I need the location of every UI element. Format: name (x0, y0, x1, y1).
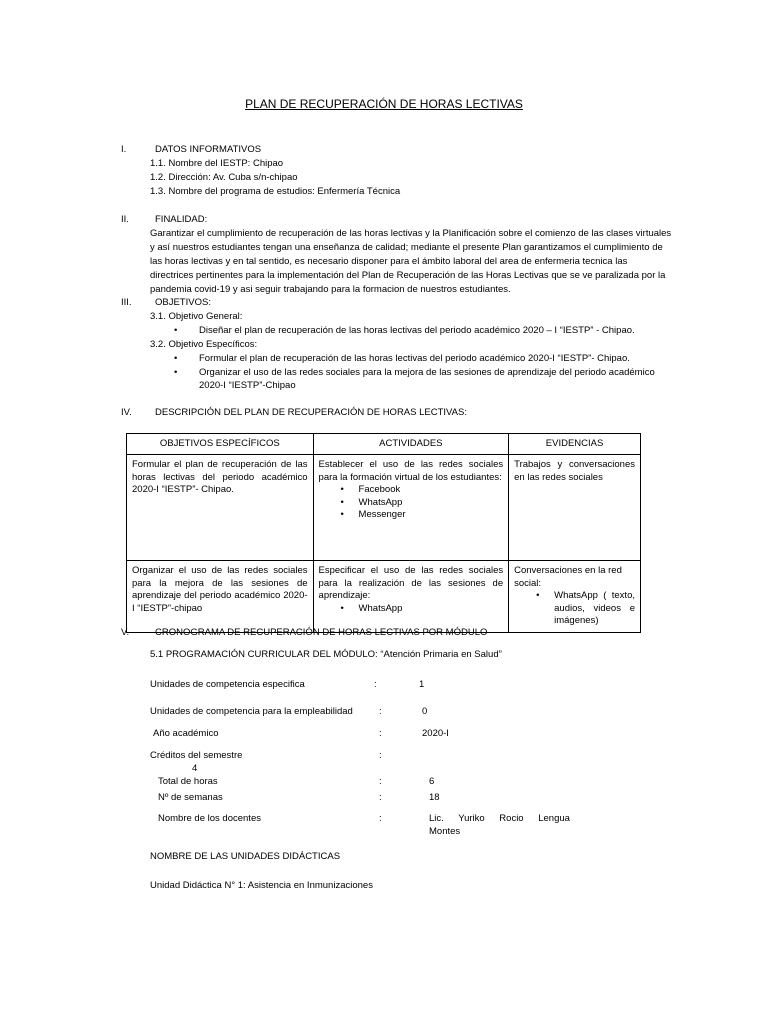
specific-objective-1: Formular el plan de recuperación de las horas lectivas del periodo académico 2020-I “IESTP”- Chipao. (199, 353, 630, 364)
specific-objective-2: Organizar el uso de las redes sociales para la mejora de las sesiones de aprendizaje del periodo académico (199, 367, 655, 378)
field-value: 6 (429, 776, 435, 787)
field-value: 1 (419, 679, 425, 690)
field-colon: : (379, 776, 382, 787)
row2-evidence-cell (509, 561, 641, 633)
section-5-number: V. (121, 627, 130, 638)
table-row (127, 561, 641, 633)
objectives-table (126, 433, 641, 633)
list-item: • Messenger (359, 509, 504, 522)
section-2-number: II. (121, 214, 129, 225)
row1-evidence: Trabajos y conversaciones en las redes sociales (509, 455, 641, 561)
bullet-icon: • (174, 325, 178, 336)
row2-activity: Especificar el uso de las redes sociales para la realización de las sesiones de aprendizaje: (318, 565, 504, 601)
field-label: Año académico (153, 728, 219, 739)
field-value: Lic. Yuriko Rocio Lengua (429, 813, 570, 824)
purpose-line-2: y así nuestros estudiantes tengan una enseñanza de calidad; mediante el presente Plan garantizamos el cumplimiento de (150, 242, 663, 253)
specific-objective-2-cont: 2020-I “IESTP”-Chipao (199, 380, 296, 391)
field-value: 4 (192, 763, 198, 774)
field-label: Nombre de los docentes (158, 813, 261, 824)
purpose-line-1: Garantizar el cumplimiento de recuperación de las horas lectivas y la Planificación sobre el comienzo de las clases virtuales (150, 228, 672, 239)
table-header-cell (127, 434, 314, 455)
document-title: PLAN DE RECUPERACIÓN DE HORAS LECTIVAS (245, 97, 523, 111)
info-item-3: 1.3. Nombre del programa de estudios: Enfermería Técnica (150, 186, 401, 197)
row2-activity-list (319, 603, 504, 616)
field-colon: : (379, 750, 382, 761)
row1-activity: Establecer el uso de las redes sociales para la formación virtual de los estudiantes: (318, 459, 504, 483)
field-label: Unidades de competencia especifica (150, 679, 305, 690)
table-header-cell (509, 434, 641, 455)
list-item: • WhatsApp (359, 497, 504, 510)
field-label: Total de horas (158, 776, 218, 787)
header-activities: ACTIVIDADES (379, 437, 443, 449)
field-colon: : (379, 728, 382, 739)
unit-1: Unidad Didáctica N° 1: Asistencia en Inmunizaciones (150, 880, 373, 891)
table-row (127, 455, 641, 561)
module-heading: 5.1 PROGRAMACIÓN CURRICULAR DEL MÓDULO: “Atención Primaria en Salud” (150, 649, 502, 660)
row2-activity-cell (313, 561, 509, 633)
field-colon: : (379, 706, 382, 717)
row2-evidence-list (514, 590, 635, 628)
field-colon: : (374, 679, 377, 690)
bullet-icon: • (174, 367, 178, 378)
purpose-line-3: las horas lectivas y en tal sentido, es necesario disponer para el ámbito laboral del area de enfermeria tecnica las (150, 256, 628, 267)
section-2-heading: FINALIDAD: (155, 214, 208, 225)
purpose-line-5: pandemia covid-19 y asi seguir trabajando para la formacion de nuestros estudiantes. (150, 284, 511, 295)
table-header-cell (313, 434, 509, 455)
field-label: Nº de semanas (158, 792, 223, 803)
purpose-line-4: directrices pertinentes para la implementación del Plan de Recuperación de las Horas Lectivas que se ve paralizada por la (150, 270, 666, 281)
header-evidence: EVIDENCIAS (545, 437, 604, 449)
info-item-1: 1.1. Nombre del IESTP: Chipao (150, 158, 284, 169)
general-objective-label: 3.1. Objetivo General: (150, 311, 243, 322)
table-header-row (127, 434, 641, 455)
section-1-heading: DATOS INFORMATIVOS (155, 144, 262, 155)
field-colon: : (379, 792, 382, 803)
row2-evidence: Conversaciones en la red social: (514, 565, 622, 589)
info-item-2: 1.2. Dirección: Av. Cuba s/n-chipao (150, 172, 298, 183)
row2-objective: Organizar el uso de las redes sociales para la mejora de las sesiones de aprendizaje del periodo académico 2020-I “IESTP”-chipao (127, 561, 314, 633)
field-label: Créditos del semestre (150, 750, 243, 761)
specific-objectives-label: 3.2. Objetivo Específicos: (150, 339, 258, 350)
list-item: • WhatsApp ( texto, audios, videos e imágenes) (554, 590, 635, 628)
section-3-number: III. (121, 297, 132, 308)
field-label: Unidades de competencia para la empleabilidad (150, 706, 353, 717)
field-value: 2020-I (422, 728, 449, 739)
field-value-cont: Montes (429, 826, 461, 837)
bullet-icon: • (174, 353, 178, 364)
field-colon: : (379, 813, 382, 824)
section-4-heading: DESCRIPCIÓN DEL PLAN DE RECUPERACIÓN DE HORAS LECTIVAS: (155, 407, 467, 418)
header-objectives: OBJETIVOS ESPECÍFICOS (159, 437, 280, 449)
section-3-heading: OBJETIVOS: (155, 297, 211, 308)
field-value: 0 (422, 706, 428, 717)
field-value: 18 (429, 792, 440, 803)
section-4-number: IV. (121, 407, 132, 418)
units-heading: NOMBRE DE LAS UNIDADES DIDÁCTICAS (150, 851, 341, 862)
row1-activity-cell (313, 455, 509, 561)
list-item: • Facebook (359, 484, 504, 497)
section-5-heading: CRONOGRAMA DE RECUPERACIÓN DE HORAS LECTIVAS POR MÓDULO (155, 627, 488, 638)
general-objective-text: Diseñar el plan de recuperación de las horas lectivas del periodo académico 2020 – I “IESTP” - Chipao. (199, 325, 635, 336)
list-item: • WhatsApp (359, 603, 504, 616)
row1-activity-list (319, 484, 504, 522)
row1-objective: Formular el plan de recuperación de las horas lectivas del periodo académico 2020-I “IESTP”- Chipao. (127, 455, 314, 561)
section-1-number: I. (121, 144, 127, 155)
